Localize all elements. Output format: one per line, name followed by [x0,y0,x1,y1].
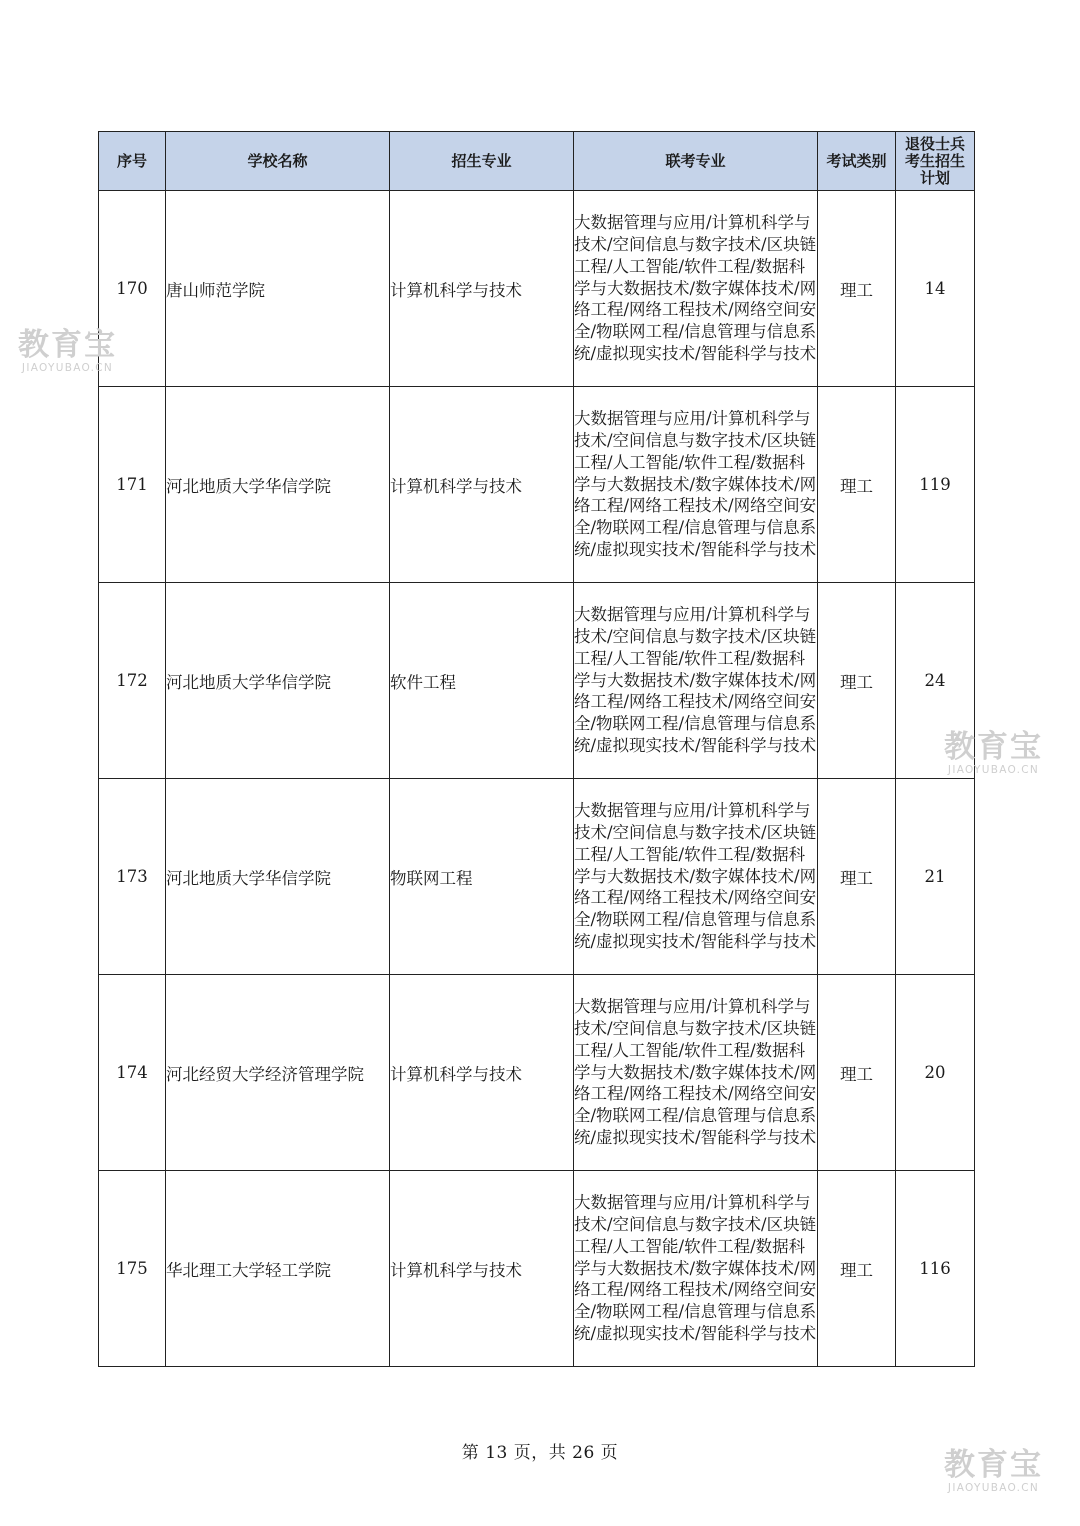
school-name: 河北地质大学华信学院 [166,779,390,975]
watermark-brand: 教育宝 [944,729,1043,765]
joint-majors: 大数据管理与应用/计算机科学与技术/空间信息与数字技术/区块链工程/人工智能/软件工程/数据科学与大数据技术/数字媒体技术/网络工程/网络工程技术/网络空间安全/物联网工程/信息管理与信息系统/虚拟现实技术/智能科学与技术 [574,387,818,583]
joint-majors: 大数据管理与应用/计算机科学与技术/空间信息与数字技术/区块链工程/人工智能/软件工程/数据科学与大数据技术/数字媒体技术/网络工程/网络工程技术/网络空间安全/物联网工程/信息管理与信息系统/虚拟现实技术/智能科学与技术 [574,191,818,387]
plan-count: 20 [896,975,975,1171]
table-row [99,191,975,387]
row-number: 173 [99,779,166,975]
joint-majors: 大数据管理与应用/计算机科学与技术/空间信息与数字技术/区块链工程/人工智能/软件工程/数据科学与大数据技术/数字媒体技术/网络工程/网络工程技术/网络空间安全/物联网工程/信息管理与信息系统/虚拟现实技术/智能科学与技术 [574,1171,818,1367]
enroll-major: 计算机科学与技术 [390,975,574,1171]
school-name: 唐山师范学院 [166,191,390,387]
enroll-major: 物联网工程 [390,779,574,975]
table-row [99,779,975,975]
enroll-major: 软件工程 [390,583,574,779]
page-footer: 第 13 页，共 26 页 [461,1443,619,1463]
header-school: 学校名称 [166,132,390,191]
watermark-domain: JIAOYUBAO.CN [21,362,114,374]
joint-majors: 大数据管理与应用/计算机科学与技术/空间信息与数字技术/区块链工程/人工智能/软件工程/数据科学与大数据技术/数字媒体技术/网络工程/网络工程技术/网络空间安全/物联网工程/信息管理与信息系统/虚拟现实技术/智能科学与技术 [574,583,818,779]
table-row [99,975,975,1171]
exam-category: 理工 [818,387,896,583]
header-joint-major: 联考专业 [574,132,818,191]
row-number: 174 [99,975,166,1171]
exam-category: 理工 [818,1171,896,1367]
table-row [99,1171,975,1367]
header-major: 招生专业 [390,132,574,191]
school-name: 华北理工大学轻工学院 [166,1171,390,1367]
exam-category: 理工 [818,779,896,975]
table-row [99,387,975,583]
enroll-major: 计算机科学与技术 [390,1171,574,1367]
plan-count: 116 [896,1171,975,1367]
plan-count: 21 [896,779,975,975]
watermark-domain: JIAOYUBAO.CN [947,764,1040,776]
enroll-major: 计算机科学与技术 [390,191,574,387]
watermark-logo [18,328,117,374]
joint-majors: 大数据管理与应用/计算机科学与技术/空间信息与数字技术/区块链工程/人工智能/软件工程/数据科学与大数据技术/数字媒体技术/网络工程/网络工程技术/网络空间安全/物联网工程/信息管理与信息系统/虚拟现实技术/智能科学与技术 [574,779,818,975]
exam-category: 理工 [818,975,896,1171]
watermark-logo [944,730,1043,776]
header-exam-category: 考试类别 [818,132,896,191]
exam-category: 理工 [818,191,896,387]
exam-category: 理工 [818,583,896,779]
row-number: 171 [99,387,166,583]
table-header-row [99,132,975,191]
plan-count: 119 [896,387,975,583]
header-no: 序号 [99,132,166,191]
watermark-brand: 教育宝 [944,1447,1043,1483]
school-name: 河北地质大学华信学院 [166,387,390,583]
plan-count: 24 [896,583,975,779]
table-row [99,583,975,779]
watermark-domain: JIAOYUBAO.CN [947,1482,1040,1494]
row-number: 175 [99,1171,166,1367]
joint-majors: 大数据管理与应用/计算机科学与技术/空间信息与数字技术/区块链工程/人工智能/软件工程/数据科学与大数据技术/数字媒体技术/网络工程/网络工程技术/网络空间安全/物联网工程/信息管理与信息系统/虚拟现实技术/智能科学与技术 [574,975,818,1171]
row-number: 172 [99,583,166,779]
watermark-brand: 教育宝 [18,327,117,363]
school-name: 河北地质大学华信学院 [166,583,390,779]
plan-count: 14 [896,191,975,387]
enrollment-table [98,131,975,1367]
school-name: 河北经贸大学经济管理学院 [166,975,390,1171]
enroll-major: 计算机科学与技术 [390,387,574,583]
row-number: 170 [99,191,166,387]
watermark-logo [944,1448,1043,1494]
header-veteran-plan: 退役士兵考生招生计划 [896,132,975,191]
